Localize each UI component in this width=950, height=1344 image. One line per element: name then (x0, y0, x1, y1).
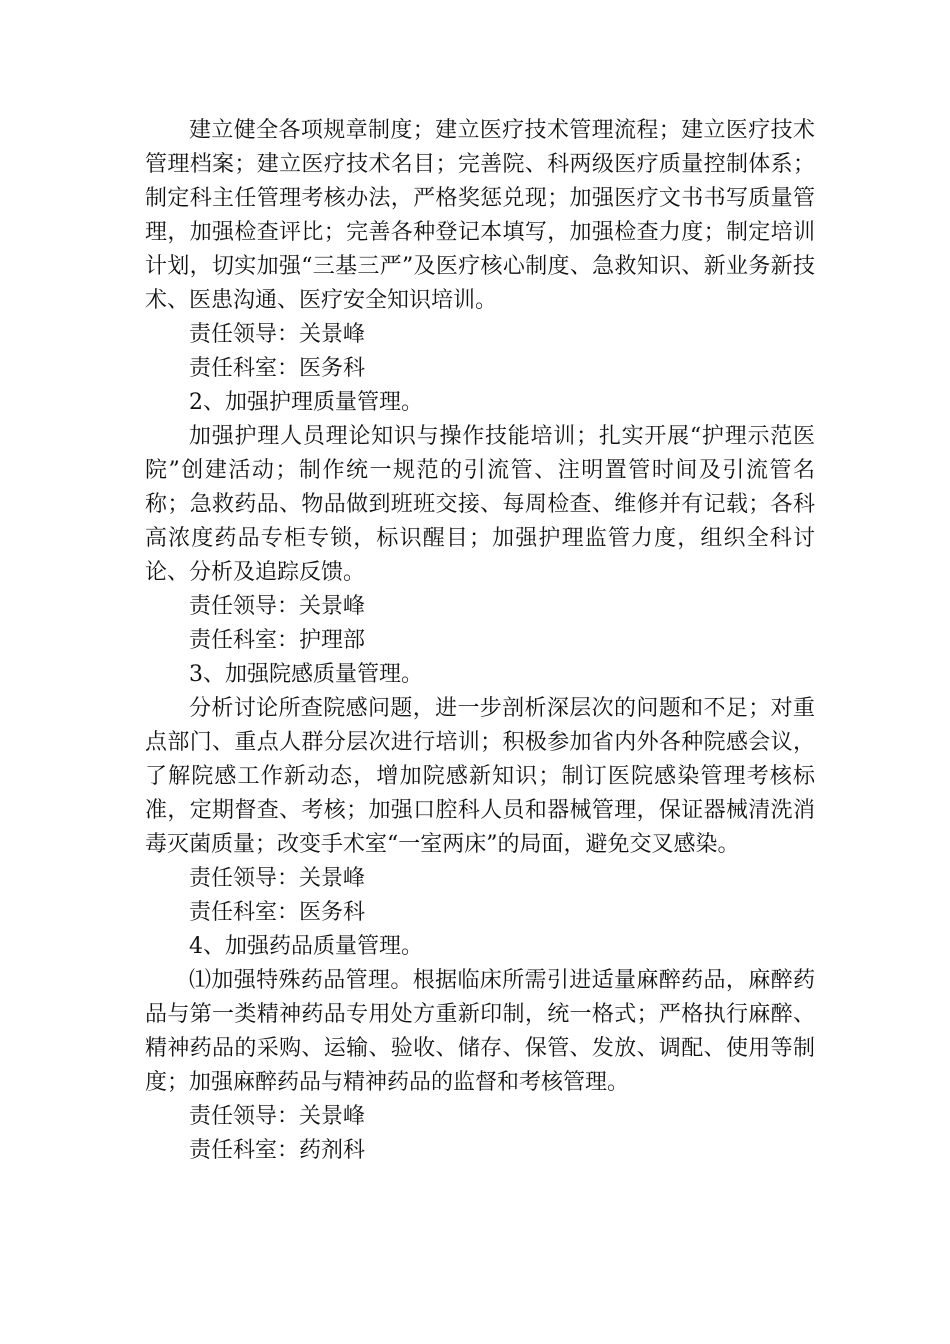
section-heading-infection: 3、加强院感质量管理。 (189, 662, 423, 687)
paragraph-infection-quality: 分析讨论所查院感问题，进一步剖析深层次的问题和不足；对重点部门、重点人群分层次进行培训；积极参加省内外各种院感会议，了解院感工作新动态，增加院感新知识；制订医院感染管理考核标准，定期督查、考核；加强口腔科人员和器械管理，保证器械清洗消毒灭菌质量；改变手术室“一室两床”的局面，避免交叉感染。 (145, 696, 815, 857)
responsible-leader-3: 责任领导：关景峰 (189, 866, 366, 891)
responsible-leader-4: 责任领导：关景峰 (189, 1104, 366, 1129)
paragraph-special-drugs: ⑴加强特殊药品管理。根据临床所需引进适量麻醉药品，麻醉药品与第一类精神药品专用处方重新印制，统一格式；严格执行麻醉、精神药品的采购、运输、验收、储存、保管、发放、调配、使用等制度；加强麻醉药品与精神药品的监督和考核管理。 (145, 968, 815, 1095)
document-body (145, 114, 815, 1168)
responsible-leader-2: 责任领导：关景峰 (189, 594, 366, 619)
responsible-department-2: 责任科室：护理部 (189, 628, 366, 653)
responsible-leader-1: 责任领导：关景峰 (189, 322, 366, 347)
paragraph-nursing-quality: 加强护理人员理论知识与操作技能培训；扎实开展“护理示范医院”创建活动；制作统一规范的引流管、注明置管时间及引流管名称；急救药品、物品做到班班交接、每周检查、维修并有记载；各科高浓度药品专柜专锁，标识醒目；加强护理监管力度，组织全科讨论、分析及追踪反馈。 (145, 424, 815, 585)
responsible-department-4: 责任科室：药剂科 (189, 1138, 366, 1163)
section-heading-drugs: 4、加强药品质量管理。 (189, 934, 423, 959)
responsible-department-1: 责任科室：医务科 (189, 356, 366, 381)
responsible-department-3: 责任科室：医务科 (189, 900, 366, 925)
section-heading-nursing: 2、加强护理质量管理。 (189, 390, 423, 415)
paragraph-medical-tech-management: 建立健全各项规章制度；建立医疗技术管理流程；建立医疗技术管理档案；建立医疗技术名目；完善院、科两级医疗质量控制体系；制定科主任管理考核办法，严格奖惩兑现；加强医疗文书书写质量管理，加强检查评比；完善各种登记本填写，加强检查力度；制定培训计划，切实加强“三基三严”及医疗核心制度、急救知识、新业务新技术、医患沟通、医疗安全知识培训。 (145, 118, 815, 313)
